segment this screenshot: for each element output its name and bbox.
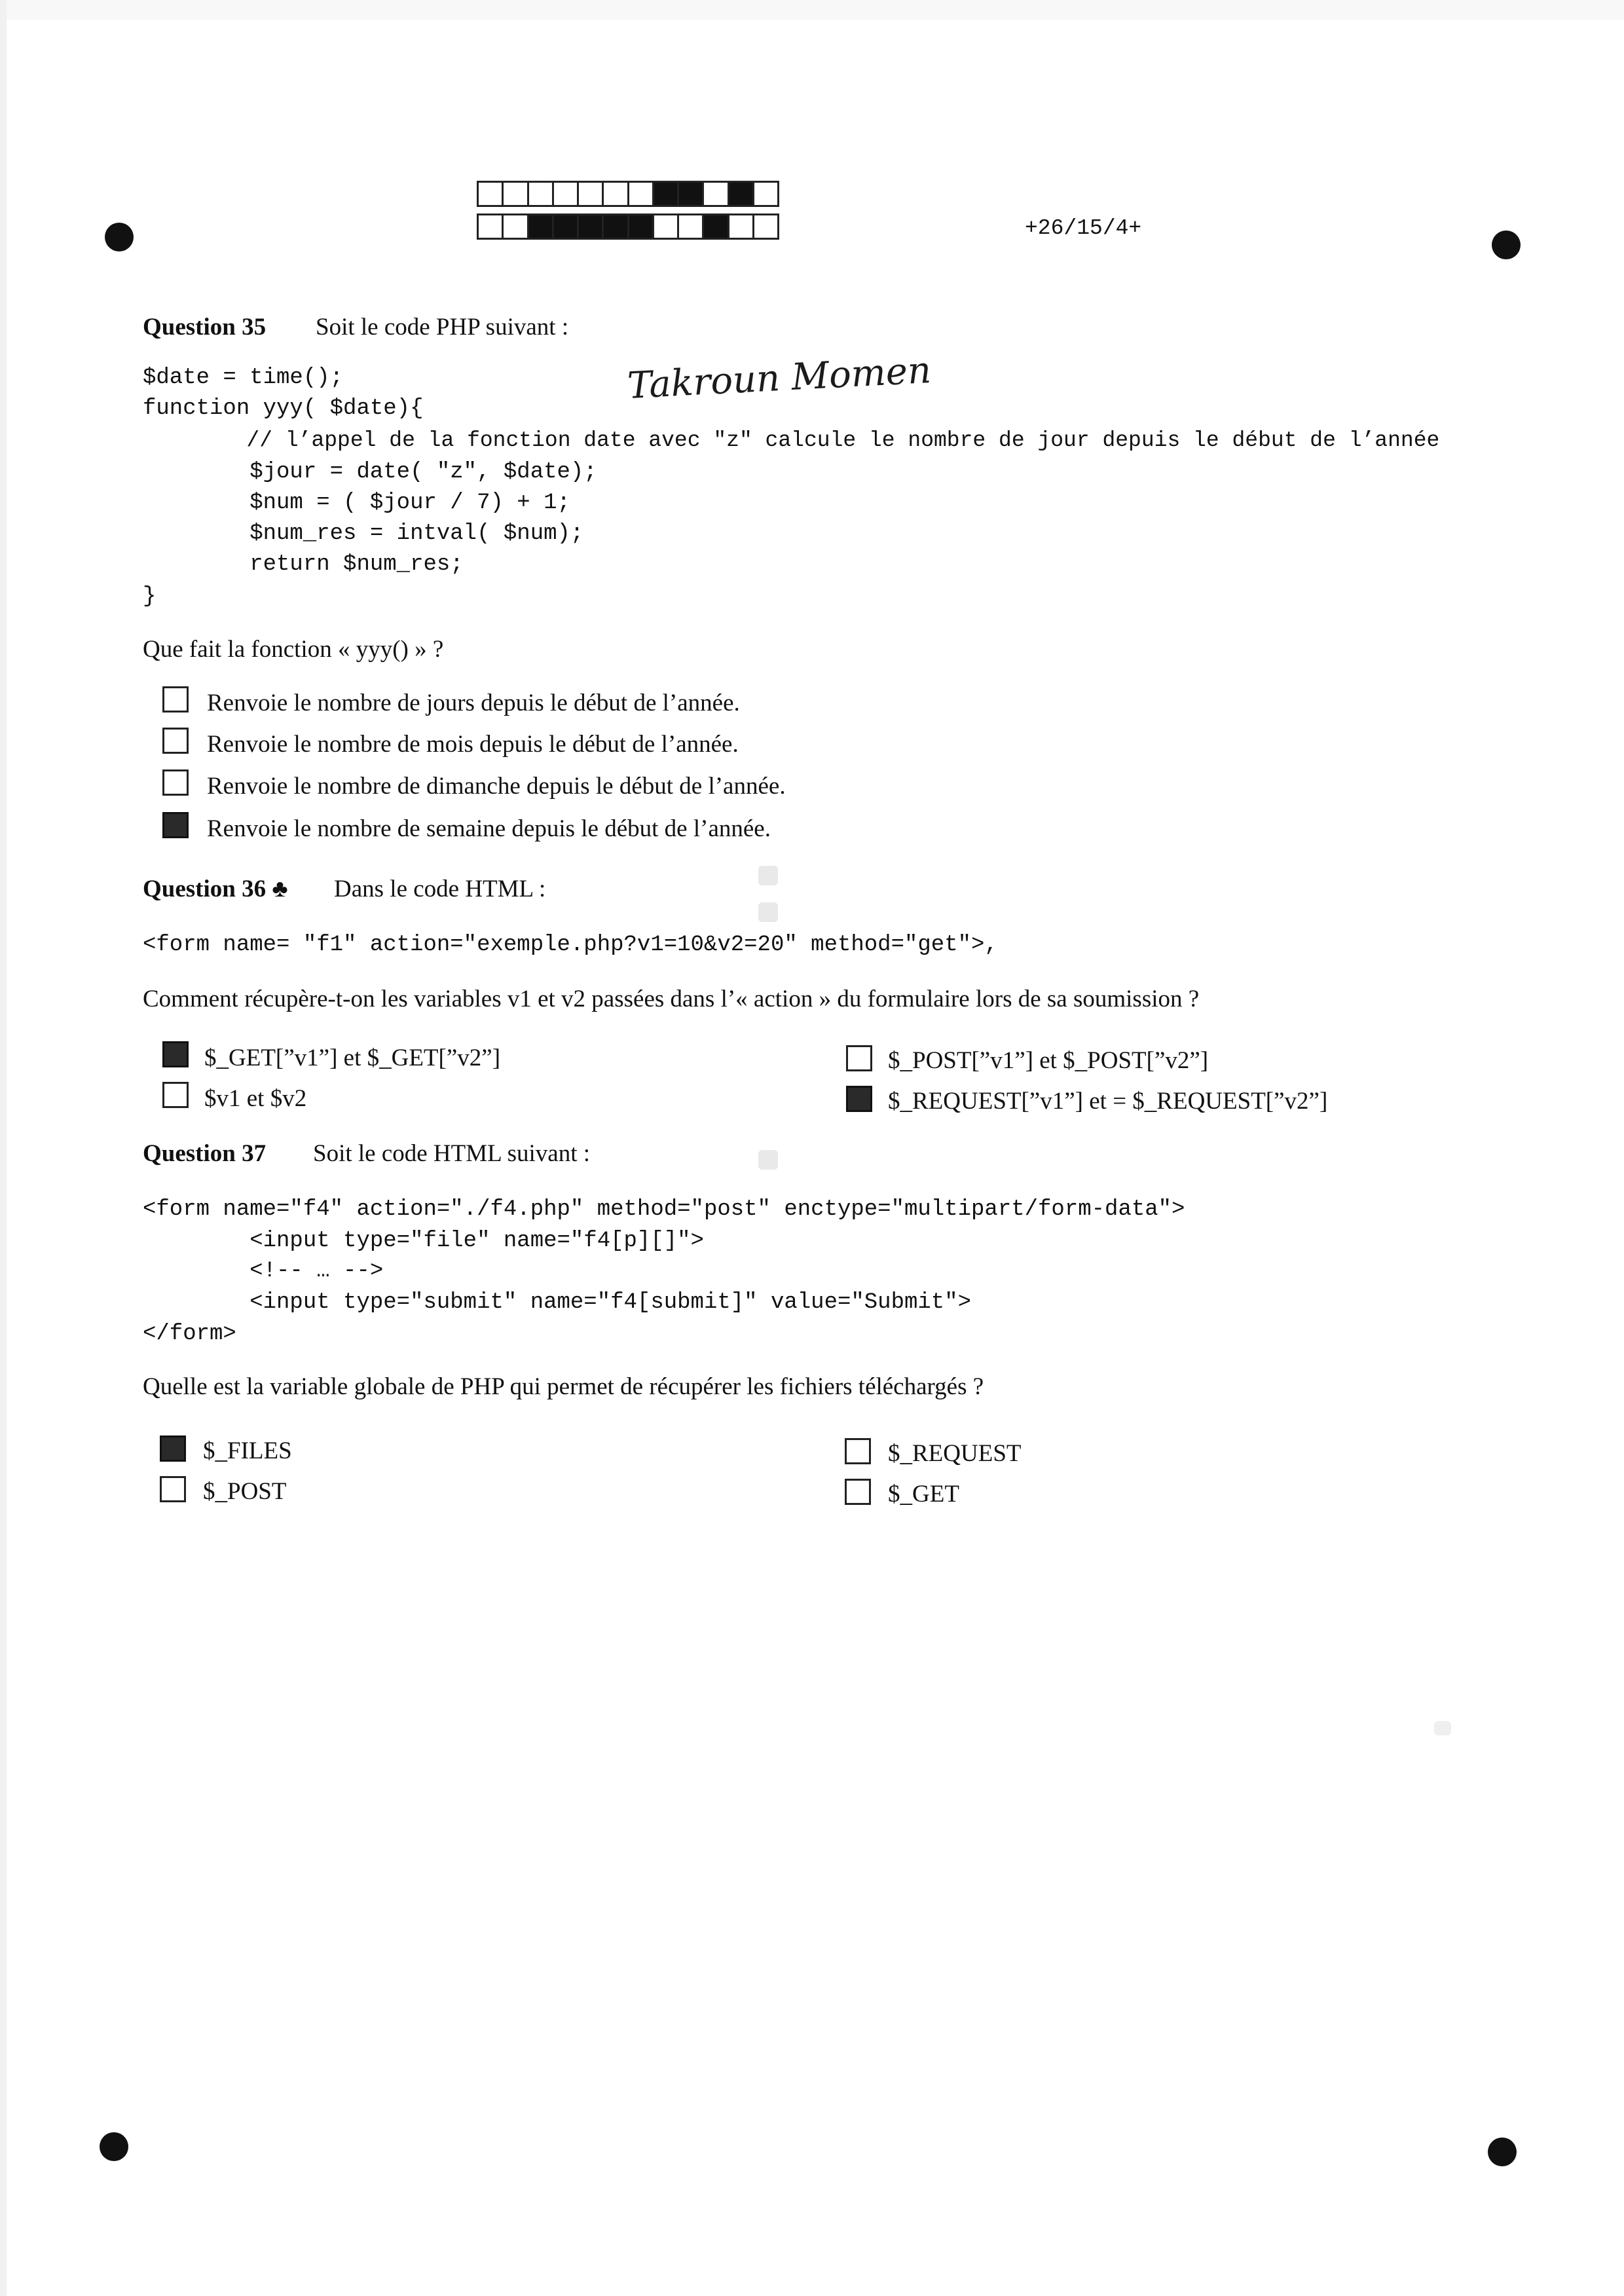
q35-choice-2-checkbox[interactable]	[162, 728, 189, 754]
question-36-title: Question 36 ♣	[143, 876, 288, 902]
q35-code-line: return $num_res;	[143, 552, 464, 577]
grid-cell	[479, 215, 504, 238]
q37-choice-request-checkbox[interactable]	[845, 1438, 871, 1464]
q36-choice-get-label: $_GET[”v1”] et $_GET[”v2”]	[204, 1045, 501, 1071]
registration-mark-top-right	[1492, 231, 1521, 259]
grid-cell	[504, 215, 528, 238]
q35-choice-4-checkbox[interactable]	[162, 812, 189, 838]
registration-mark-bottom-right	[1488, 2138, 1517, 2166]
grid-cell	[604, 183, 629, 205]
q37-choice-request-label: $_REQUEST	[888, 1440, 1022, 1467]
q37-code-line: <input type="submit" name="f4[submit]" value="Submit">	[143, 1290, 972, 1315]
q35-choice-1-label: Renvoie le nombre de jours depuis le début de l’année.	[207, 690, 740, 716]
page-top-edge	[0, 0, 1624, 20]
question-35-title: Question 35	[143, 314, 267, 341]
grid-cell	[554, 183, 579, 205]
q37-choice-files-label: $_FILES	[203, 1437, 292, 1464]
q35-choice-4-label: Renvoie le nombre de semaine depuis le début de l’année.	[207, 815, 771, 842]
grid-cell	[629, 183, 654, 205]
grid-cell	[504, 183, 528, 205]
grid-cell	[529, 183, 554, 205]
q35-choice-3-label: Renvoie le nombre de dimanche depuis le début de l’année.	[207, 773, 786, 800]
grid-cell	[579, 183, 604, 205]
question-37-text: Quelle est la variable globale de PHP qui permet de récupérer les fichiers téléchargés ?	[143, 1373, 984, 1400]
grid-cell	[704, 215, 729, 238]
question-35-intro: Soit le code PHP suivant :	[316, 314, 569, 341]
q35-code-line: function yyy( $date){	[143, 396, 424, 421]
grid-cell	[754, 183, 777, 205]
grid-cell	[654, 215, 679, 238]
q36-code-line: <form name= "f1" action="exemple.php?v1=10&v2=20" method="get">,	[143, 933, 998, 957]
q37-code-line: <form name="f4" action="./f4.php" method="post" enctype="multipart/form-data">	[143, 1197, 1185, 1222]
page-left-edge	[0, 0, 7, 2296]
registration-mark-top-left	[105, 223, 134, 251]
id-code-grid-row-1	[477, 181, 779, 207]
grid-cell	[629, 215, 654, 238]
q35-code-line: $date = time();	[143, 365, 344, 390]
q37-choice-post-checkbox[interactable]	[160, 1476, 186, 1502]
question-35-text: Que fait la fonction « yyy() » ?	[143, 636, 444, 663]
q35-choice-3-checkbox[interactable]	[162, 769, 189, 796]
q36-choice-request-label: $_REQUEST[”v1”] et = $_REQUEST[”v2”]	[888, 1088, 1328, 1115]
q36-choice-post-label: $_POST[”v1”] et $_POST[”v2”]	[888, 1047, 1209, 1074]
q36-choice-vars-label: $v1 et $v2	[204, 1085, 307, 1112]
grid-cell	[579, 215, 604, 238]
registration-mark-bottom-left	[100, 2132, 128, 2161]
handwritten-signature: Takroun Momen	[626, 348, 932, 408]
q35-choice-1-checkbox[interactable]	[162, 686, 189, 713]
grid-cell	[529, 215, 554, 238]
q37-code-line: <input type="file" name="f4[p][]">	[143, 1229, 704, 1253]
page-code: +26/15/4+	[1025, 216, 1142, 240]
grid-cell	[679, 183, 704, 205]
grid-cell	[679, 215, 704, 238]
q37-choice-get-checkbox[interactable]	[845, 1479, 871, 1505]
q35-choice-2-label: Renvoie le nombre de mois depuis le début de l’année.	[207, 731, 739, 758]
q36-choice-get-checkbox[interactable]	[162, 1041, 189, 1067]
question-36-intro: Dans le code HTML :	[334, 876, 546, 902]
grid-cell	[654, 183, 679, 205]
grid-cell	[479, 183, 504, 205]
grid-cell	[754, 215, 777, 238]
scan-smudge	[758, 866, 778, 885]
grid-cell	[554, 215, 579, 238]
q36-choice-request-checkbox[interactable]	[846, 1086, 872, 1112]
q35-code-line: }	[143, 584, 157, 609]
q35-code-line: $num = ( $jour / 7) + 1;	[143, 491, 570, 515]
scan-smudge	[758, 1150, 778, 1170]
grid-cell	[604, 215, 629, 238]
grid-cell	[729, 183, 754, 205]
question-37-title: Question 37	[143, 1140, 267, 1167]
id-code-grid-row-2	[477, 213, 779, 240]
question-36-text: Comment récupère-t-on les variables v1 et v2 passées dans l’« action » du formulaire lors de sa soumission ?	[143, 986, 1200, 1012]
q37-choice-files-checkbox[interactable]	[160, 1435, 186, 1462]
q37-choice-post-label: $_POST	[203, 1478, 287, 1505]
q37-code-line: <!-- … -->	[143, 1259, 384, 1284]
question-37-intro: Soit le code HTML suivant :	[313, 1140, 591, 1167]
q36-choice-vars-checkbox[interactable]	[162, 1082, 189, 1108]
q37-code-line: </form>	[143, 1322, 236, 1346]
q36-choice-post-checkbox[interactable]	[846, 1045, 872, 1071]
q35-code-line: $jour = date( "z", $date);	[143, 460, 597, 485]
q35-code-line: $num_res = intval( $num);	[143, 521, 584, 546]
q37-choice-get-label: $_GET	[888, 1481, 959, 1508]
grid-cell	[704, 183, 729, 205]
scan-smudge	[1434, 1721, 1451, 1735]
q35-code-line: // l’appel de la fonction date avec "z" calcule le nombre de jour depuis le début de l’année	[143, 428, 1440, 453]
grid-cell	[729, 215, 754, 238]
scan-smudge	[758, 902, 778, 922]
